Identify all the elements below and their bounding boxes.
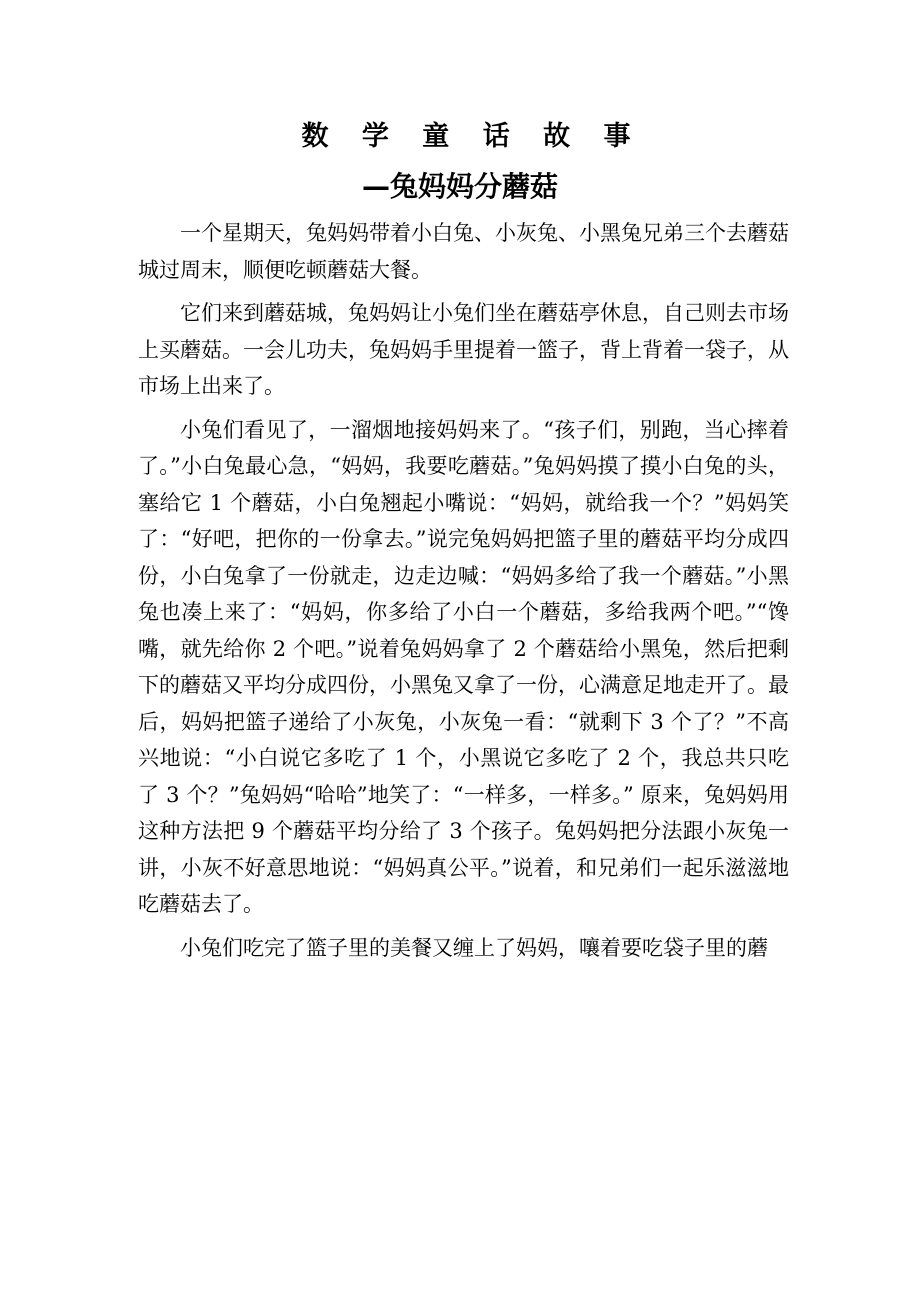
paragraph-3: 小兔们看见了，一溜烟地接妈妈来了。“孩子们，别跑，当心摔着了。”小白兔最心急，“妈妈，我要吃蘑菇。”兔妈妈摸了摸小白兔的头，塞给它 1 个蘑菇，小白兔翘起小嘴说：“妈妈，就给我一个？”妈妈笑了：“好吧，把你的一份拿去。”说完兔妈妈把篮子里的蘑菇平均分成四份，小白兔拿了一份就走，边走边喊：“妈妈多给了我一个蘑菇。”小黑兔也凑上来了：“妈妈，你多给了小白一个蘑菇，多给我两个吧。”“馋嘴，就先给你 2 个吧。”说着兔妈妈拿了 2 个蘑菇给小黑兔，然后把剩下的蘑菇又平均分成四份，小黑兔又拿了一份，心满意足地走开了。最后，妈妈把篮子递给了小灰兔，小灰兔一看：“就剩下 3 个了？”不高兴地说：“小白说它多吃了 1 个，小黑说它多吃了 2 个，我总共只吃了 3 个？”兔妈妈“哈哈”地笑了：“一样多，一样多。” 原来，兔妈妈用这种方法把 9 个蘑菇平均分给了 3 个孩子。兔妈妈把分法跟小灰兔一讲，小灰不好意思地说：“妈妈真公平。”说着，和兄弟们一起乐滋滋地吃蘑菇去了。 [138, 417, 789, 916]
paragraph-4: 小兔们吃完了篮子里的美餐又缠上了妈妈，嚷着要吃袋子里的蘑 [180, 935, 768, 960]
story-body [138, 215, 789, 973]
paragraph-2: 它们来到蘑菇城，兔妈妈让小兔们坐在蘑菇亭休息，自己则去市场上买蘑菇。一会儿功夫，兔妈妈手里提着一篮子，背上背着一袋子，从市场上出来了。 [138, 301, 789, 398]
document-title: 数 学 童 话 故 事 [301, 121, 643, 152]
paragraph-1: 一个星期天，兔妈妈带着小白兔、小灰兔、小黑兔兄弟三个去蘑菇城过周末，顺便吃顿蘑菇大餐。 [138, 221, 789, 282]
document-subtitle: —兔妈妈分蘑菇 [361, 170, 558, 203]
